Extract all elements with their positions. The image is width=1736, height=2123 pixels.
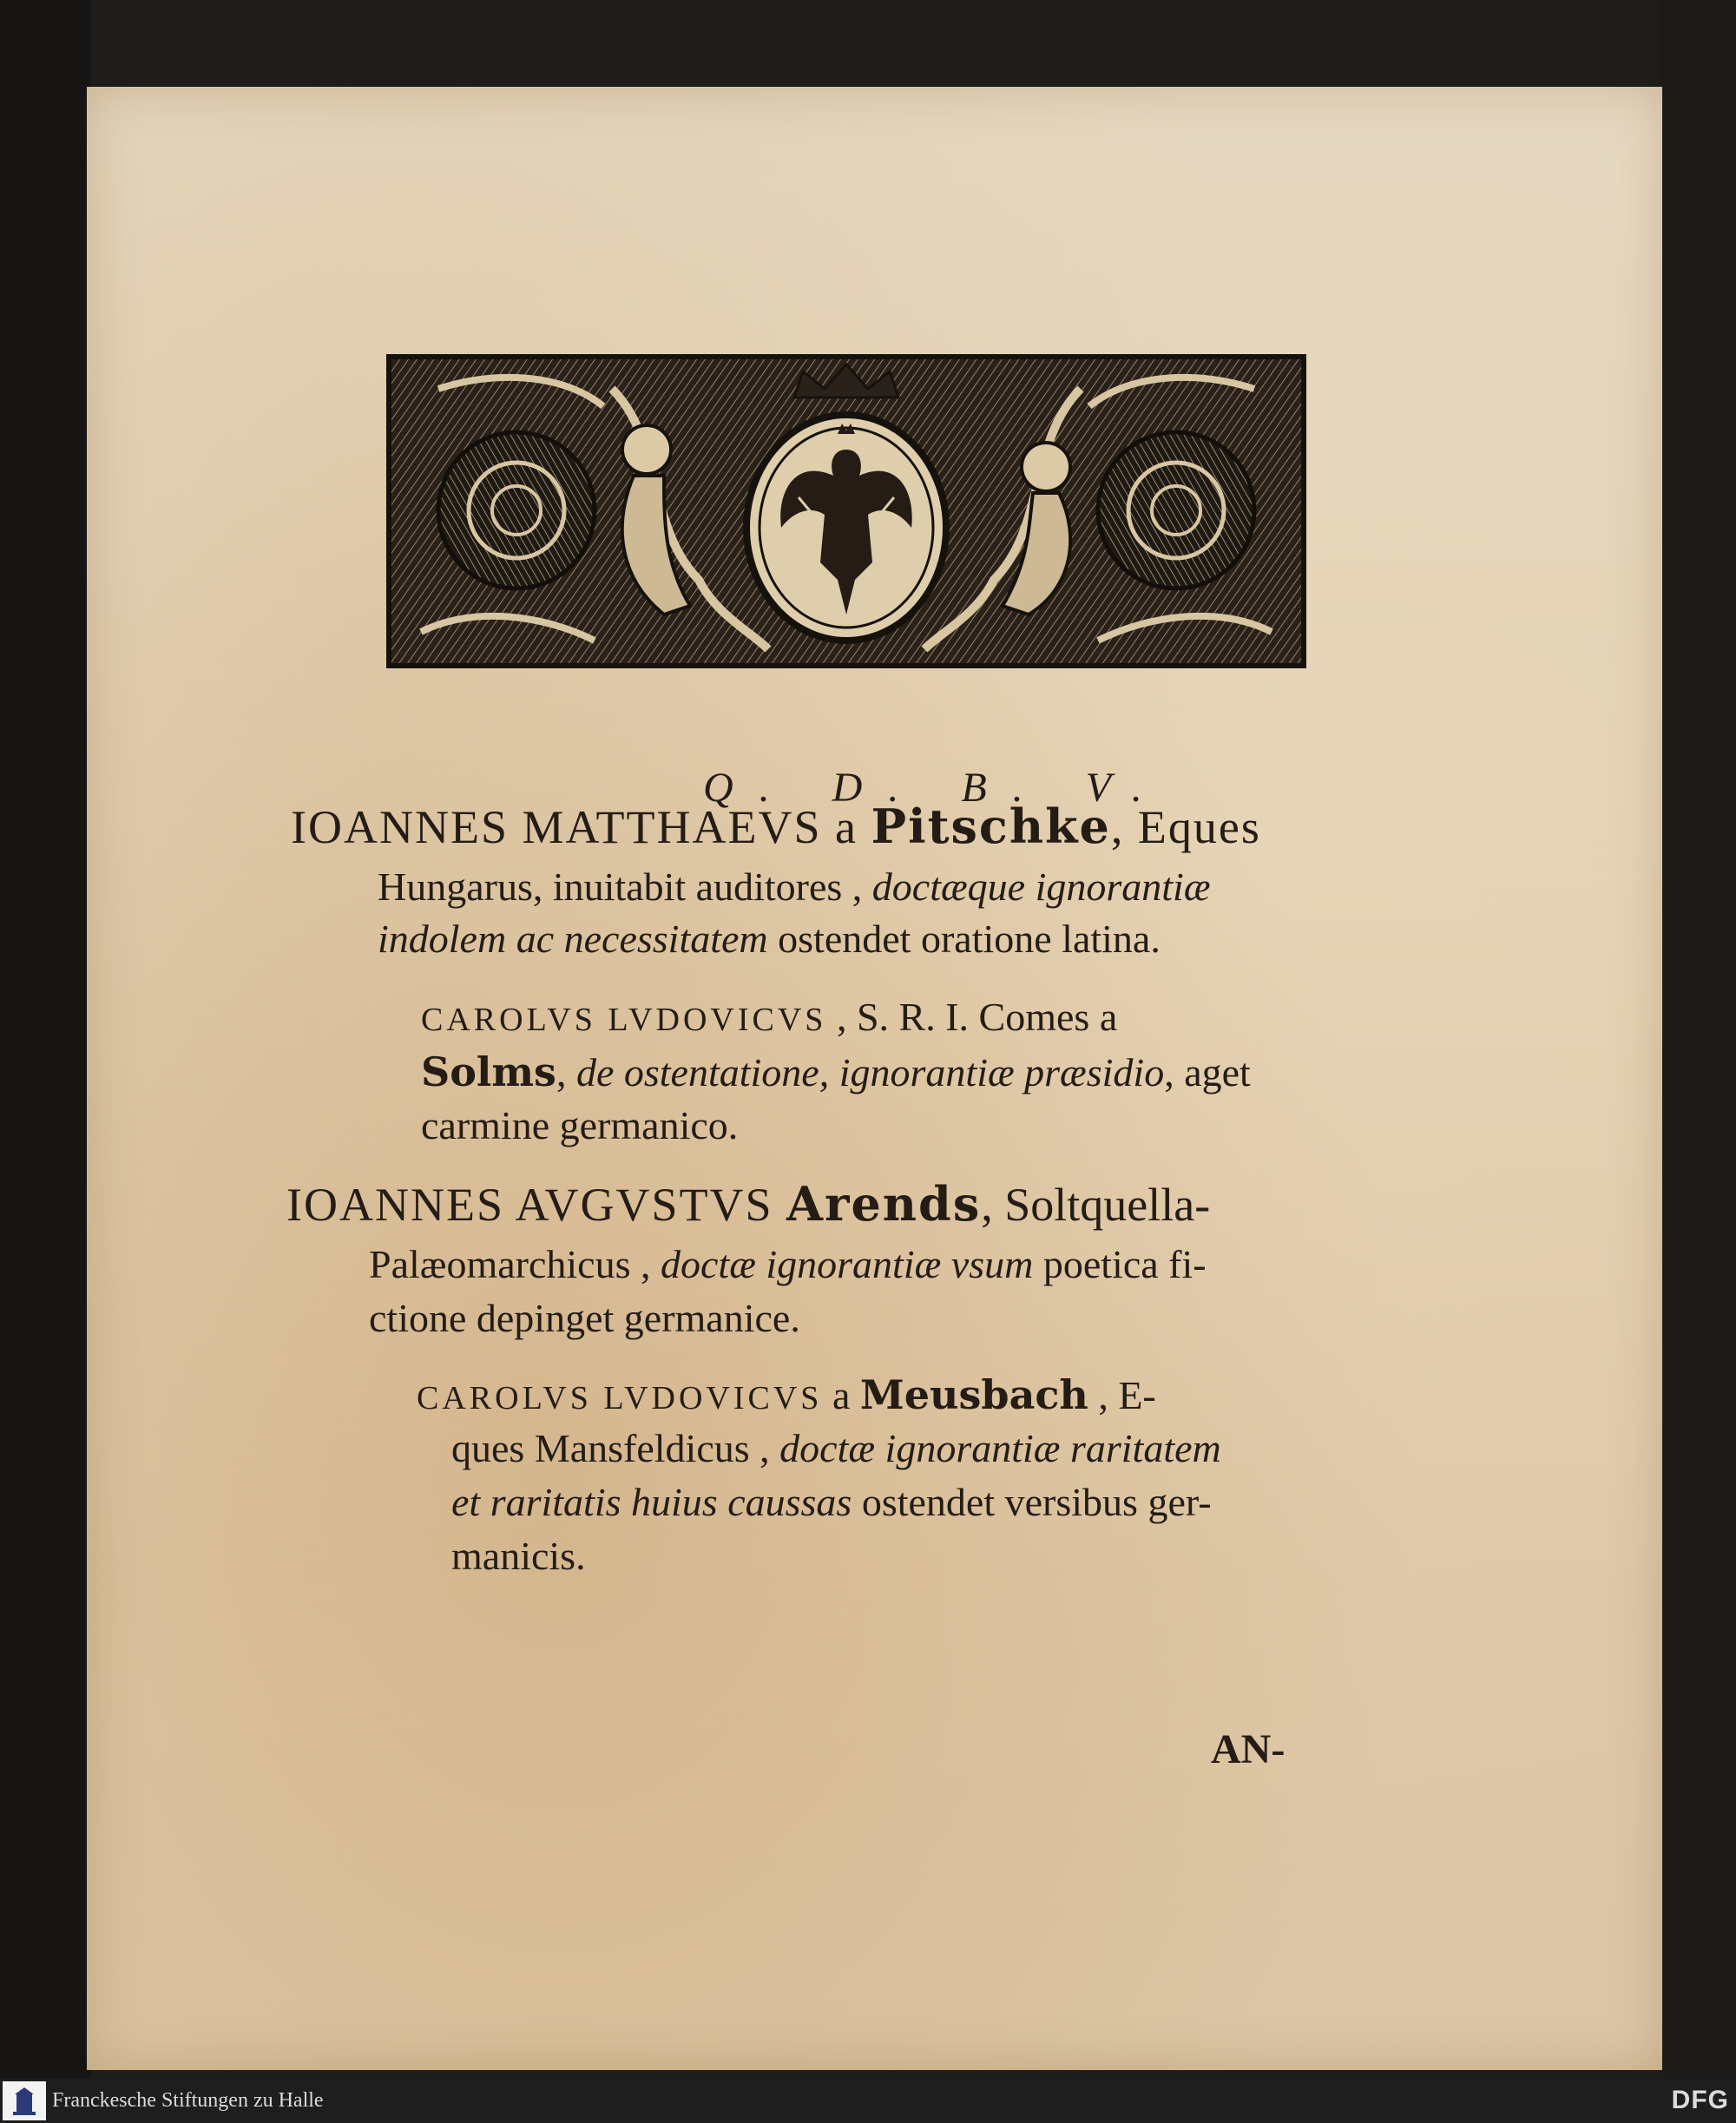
text: , S. R. I. Comes a [826,995,1118,1039]
text: ostendet oratione latina. [767,917,1161,961]
surname-blackletter: Meusbach [859,1371,1088,1418]
name-smallcaps: CAROLVS LVDOVICVS [417,1380,823,1416]
italic-text: et raritatis huius caussas [451,1480,852,1524]
entry-4-line-1 [417,1371,1156,1418]
catchword: AN- [1211,1726,1286,1772]
entry-1-line-1 [291,799,1261,854]
scan-background-right [1658,0,1736,2079]
entry-2-line-1 [421,994,1117,1040]
heading-qdbv: Q. D. B. V. [703,765,1168,811]
italic-text: de ostentatione, ignorantiæ præsidio [575,1050,1165,1094]
name-text: IOANNES MATTHAEVS a [291,801,871,853]
entry-4-line-3 [451,1479,1212,1525]
entry-4-line-2 [451,1425,1221,1471]
building-icon [11,2086,37,2117]
institution-logo-icon[interactable] [3,2081,46,2120]
text: ques Mansfeldicus , [451,1426,780,1470]
text: Palæomarchicus , [369,1242,661,1286]
text: manicis. [451,1534,586,1578]
text: poetica fi- [1033,1242,1207,1286]
text: , Eques [1110,801,1261,853]
document-page [87,87,1662,2070]
entry-1-line-2 [378,864,1211,910]
italic-text: doctæ ignorantiæ vsum [661,1242,1034,1286]
entry-3-line-2 [369,1241,1207,1287]
text: , Soltquella- [981,1179,1211,1231]
entry-3-line-1 [286,1176,1210,1232]
scan-background-left [0,0,91,2079]
text: Hungarus, inuitabit auditores , [378,864,872,909]
entry-3-line-3 [369,1295,800,1341]
viewer-footer [0,2079,1736,2123]
woodcut-ornament [386,354,1306,668]
institution-name: Franckesche Stiftungen zu Halle [52,2089,324,2112]
entry-4-line-4 [451,1533,586,1579]
entry-2-line-3 [421,1102,738,1148]
name-text: IOANNES AVGVSTVS [286,1179,787,1231]
surname-blackletter: Pitschke [871,799,1111,854]
name-smallcaps: CAROLVS LVDOVICVS [421,1002,827,1038]
text: , E- [1088,1373,1156,1417]
text: a [822,1373,860,1417]
italic-text: doctæ ignorantiæ raritatem [779,1426,1221,1470]
text: carmine germanico. [421,1103,739,1147]
text: , [556,1050,576,1094]
text: , aget [1164,1050,1251,1094]
italic-text: doctæque ignorantiæ [871,864,1211,909]
entry-2-line-2 [421,1048,1251,1095]
surname-blackletter: Arends [786,1176,982,1232]
text: ostendet versibus ger- [852,1480,1212,1524]
entry-1-line-3 [378,916,1161,962]
italic-text: indolem ac necessitatem [378,917,768,961]
surname-blackletter: Solms [421,1048,556,1095]
dfg-logo[interactable]: DFG [1671,2086,1729,2114]
text: ctione depinget germanice. [369,1296,800,1340]
